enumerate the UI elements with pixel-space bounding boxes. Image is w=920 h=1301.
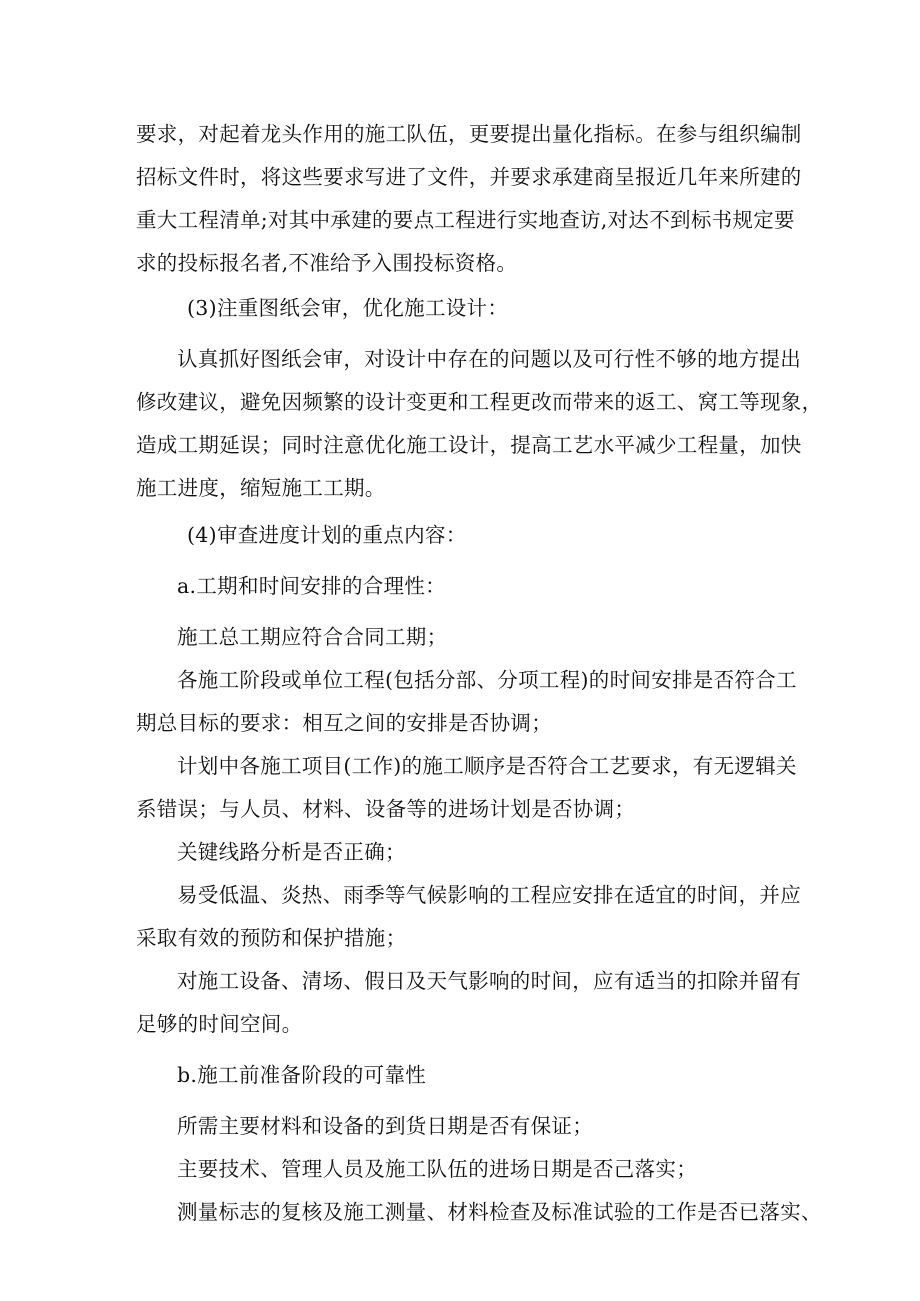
subsection-heading: a.工期和时间安排的合理性： — [177, 574, 446, 598]
paragraph-line: 施工总工期应符合合同工期； — [177, 625, 448, 649]
paragraph-line: 所需主要材料和设备的到货日期是否有保证； — [177, 1114, 593, 1138]
paragraph-line: 采取有效的预防和保护措施； — [136, 926, 407, 950]
paragraph-line: 易受低温、炎热、雨季等气候影响的工程应安排在适宜的时间，并应 — [177, 883, 801, 907]
paragraph-line: 求的投标报名者,不准给予入围投标资格。 — [136, 251, 518, 275]
paragraph-line: 计划中各施工项目(工作)的施工顺序是否符合工艺要求，有无逻辑关 — [177, 754, 797, 778]
paragraph-line: 对施工设备、清场、假日及天气影响的时间，应有适当的扣除并留有 — [177, 969, 801, 993]
paragraph-line: 重大工程清单;对其中承建的要点工程进行实地查访,对达不到标书规定要 — [136, 208, 795, 232]
paragraph-line: 修改建议，避免因频繁的设计变更和工程更改而带来的返工、窝工等现象， — [136, 390, 823, 414]
paragraph-line: 主要技术、管理人员及施工队伍的进场日期是否己落实； — [177, 1157, 697, 1181]
paragraph-line: 招标文件时，将这些要求写进了文件，并要求承建商呈报近几年来所建的 — [136, 165, 802, 189]
paragraph-line: 造成工期延误；同时注意优化施工设计，提高工艺水平减少工程量，加快 — [136, 433, 802, 457]
paragraph-line: 施工进度，缩短施工工期。 — [136, 476, 386, 500]
paragraph-line: 认真抓好图纸会审，对设计中存在的问题以及可行性不够的地方提出 — [177, 347, 801, 371]
section-heading: (3)注重图纸会审，优化施工设计： — [187, 296, 509, 320]
paragraph-line: 系错误；与人员、材料、设备等的进场计划是否协调； — [136, 797, 636, 821]
paragraph-line: 关键线路分析是否正确； — [177, 840, 406, 864]
paragraph-line: 各施工阶段或单位工程(包括分部、分项工程)的时间安排是否符合工 — [177, 668, 797, 692]
paragraph-line: 测量标志的复核及施工测量、材料检查及标准试验的工作是否已落实、 — [177, 1200, 822, 1224]
paragraph-line: 足够的时间空间。 — [136, 1012, 303, 1036]
section-heading: (4)审查进度计划的重点内容： — [187, 523, 467, 547]
subsection-heading: b.施工前准备阶段的可靠性 — [177, 1063, 427, 1087]
paragraph-line: 期总目标的要求：相互之间的安排是否协调； — [136, 711, 552, 735]
paragraph-line: 要求，对起着龙头作用的施工队伍，更要提出量化指标。在参与组织编制 — [136, 122, 802, 146]
